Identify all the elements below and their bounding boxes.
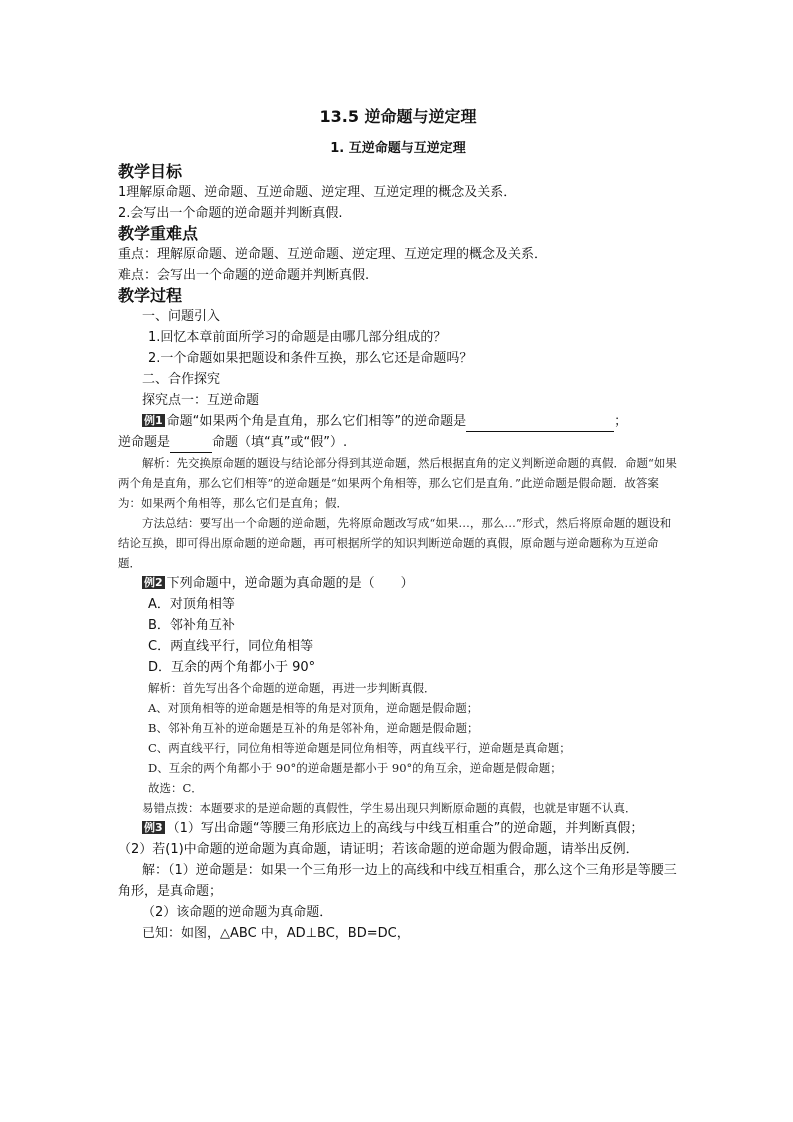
page-subtitle: 1. 互逆命题与互逆定理 [330, 141, 466, 156]
example-1-text: 命题“如果两个角是直角，那么它们相等”的逆命题是 [166, 414, 467, 429]
example-1-end: ； [614, 414, 628, 429]
example-1-analysis: 解析：先交换原命题的题设与结论部分得到其逆命题，然后根据直角的定义判断逆命题的真假．命题“如果两个角是直角，那么它们相等”的逆命题是“如果两个角相等，那么它们是直角．”此逆命题是假命题．故答案为：如果两个角相等，那么它们是直角；假． [118, 456, 677, 510]
example-2-analysis: 解析：首先写出各个命题的逆命题，再进一步判断真假． [148, 681, 436, 695]
example-2-text: 下列命题中，逆命题为真命题的是（ ） [166, 576, 414, 591]
keypoint-item-1: 重点：理解原命题、逆命题、互逆命题、逆定理、互逆定理的概念及关系． [118, 247, 548, 262]
intro-question-2: 2.一个命题如果把题设和条件互换，那么它还是命题吗？ [148, 351, 473, 366]
example-1-line-2 [118, 432, 678, 453]
example-1-line-2-b: 命题（填“真”或“假”）. [212, 435, 348, 450]
example-1-summary: 方法总结：要写出一个命题的逆命题，先将原命题改写成“如果…，那么…”形式，然后将原命题的题设和结论互换，即可得出原命题的逆命题，再可根据所学的知识判断逆命题的真假，原命题与逆命题称为互逆命题． [118, 516, 672, 570]
example-2-option-a: A．对顶角相等 [148, 597, 235, 612]
keypoints-heading: 教学重难点 [118, 224, 199, 243]
example-2-analysis-c: C、两直线平行，同位角相等逆命题是同位角相等，两直线平行，逆命题是真命题； [148, 741, 571, 755]
example-3-solution-1: 解：（1）逆命题是：如果一个三角形一边上的高线和中线互相重合，那么这个三角形是等腰三角形，是真命题； [118, 863, 677, 899]
example-2-option-d: D．互余的两个角都小于 90° [148, 660, 316, 675]
keypoint-item-2: 难点：会写出一个命题的逆命题并判断真假. [118, 268, 370, 283]
example-1-line-2-a: 逆命题是 [118, 435, 171, 450]
example-2-option-b: B．邻补角互补 [148, 618, 235, 633]
example-2-tag: 例2 [144, 576, 163, 589]
explore-point-1: 探究点一：互逆命题 [142, 393, 260, 408]
example-1-answer-blank[interactable] [466, 415, 614, 432]
example-2-option-c: C．两直线平行，同位角相等 [148, 639, 314, 654]
process-heading: 教学过程 [118, 286, 183, 305]
example-3-known: 已知：如图，△ABC 中，AD⊥BC，BD=DC， [142, 926, 410, 941]
explore-section-title: 二、合作探究 [142, 372, 221, 387]
document-content [118, 104, 678, 944]
goal-item-2: 2.会写出一个命题的逆命题并判断真假. [118, 206, 343, 221]
example-2-question [118, 573, 678, 594]
example-3-question-1 [118, 818, 678, 839]
example-3-solution-2: （2）该命题的逆命题为真命题． [142, 905, 333, 920]
example-3-question-1-text: （1）写出命题“等腰三角形底边上的高线与中线互相重合”的逆命题，并判断真假； [166, 821, 644, 836]
example-3-question-2: （2）若(1)中命题的逆命题为真命题，请证明；若该命题的逆命题为假命题，请举出反例． [118, 842, 639, 857]
example-1-question [118, 411, 678, 432]
example-2-tip: 易错点拨：本题要求的是逆命题的真假性，学生易出现只判断原命题的真假，也就是审题不认真． [142, 801, 637, 815]
intro-question-1: 1.回忆本章前面所学习的命题是由哪几部分组成的？ [148, 330, 447, 345]
goal-item-1: 1理解原命题、逆命题、互逆命题、逆定理、互逆定理的概念及关系． [118, 185, 517, 200]
page-title: 13.5 逆命题与逆定理 [319, 107, 477, 126]
example-2-analysis-d: D、互余的两个角都小于 90°的逆命题是都小于 90°的角互余，逆命题是假命题； [148, 761, 562, 775]
example-3-tag: 例3 [144, 821, 163, 834]
example-1-tag: 例1 [144, 414, 163, 427]
example-2-answer: 故选：C． [148, 781, 203, 795]
goals-heading: 教学目标 [118, 162, 183, 181]
example-2-analysis-a: A、对顶角相等的逆命题是相等的角是对顶角，逆命题是假命题； [148, 701, 479, 715]
example-1-truth-blank[interactable] [170, 436, 212, 453]
example-2-analysis-b: B、邻补角互补的逆命题是互补的角是邻补角，逆命题是假命题； [148, 721, 479, 735]
intro-section-title: 一、问题引入 [142, 309, 221, 324]
